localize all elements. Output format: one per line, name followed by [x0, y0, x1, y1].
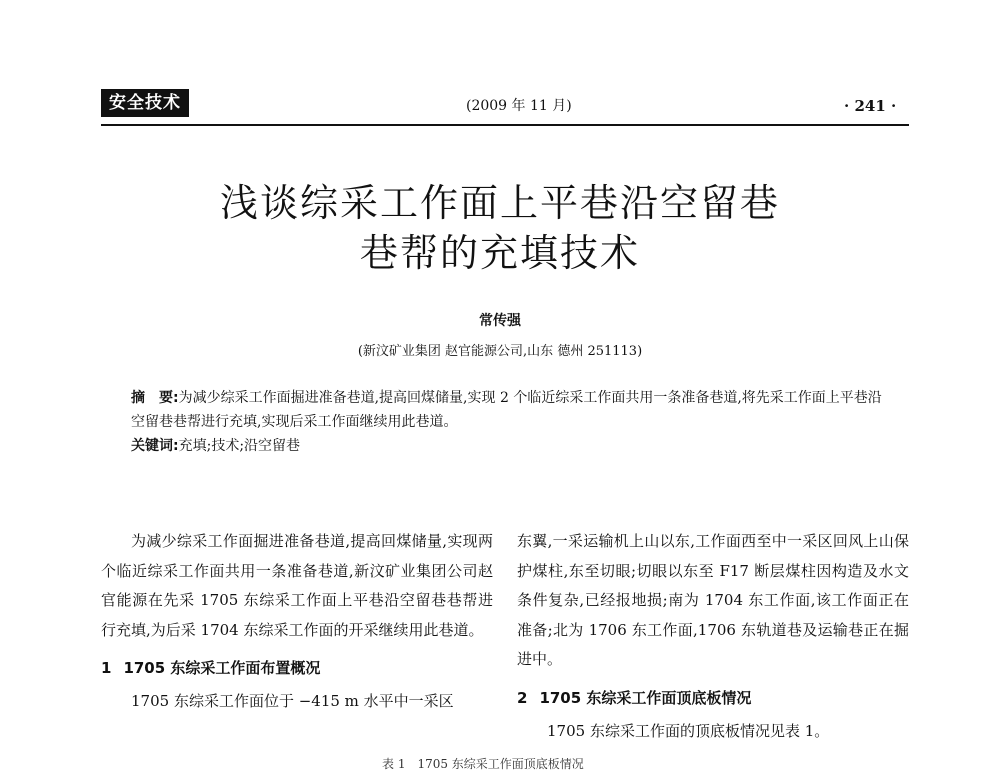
section-tag: 安全技术 [101, 89, 189, 117]
issue-date: (2009 年 11 月) [466, 98, 572, 114]
author: 常传强 [479, 313, 521, 329]
article-title [0, 178, 1000, 278]
abstract-text: 为减少综采工作面掘进准备巷道,提高回煤储量,实现 2 个临近综采工作面共用一条准备巷道,将先采工作面上平巷沿空留巷巷帮进行充填,实现后采工作面继续用此巷道。 [131, 390, 882, 430]
section-2-heading [517, 683, 909, 713]
table-caption: 表 1 1705 东综采工作面顶底板情况 [382, 757, 584, 771]
title-line-1: 浅谈综采工作面上平巷沿空留巷 [219, 181, 780, 225]
keywords [131, 434, 891, 458]
section-1-number: 1 [101, 659, 112, 677]
section-1-heading [101, 653, 493, 683]
abstract-paragraph [131, 386, 891, 434]
keywords-text: 充填;技术;沿空留巷 [178, 438, 301, 454]
keywords-label: 关键词: [131, 438, 179, 454]
continuation-paragraph: 东翼,一采运输机上山以东,工作面西至中一采区回风上山保护煤柱,东至切眼;切眼以东至 F17 断层煤柱因构造及水文条件复杂,已经报地损;南为 1704 东工作面,该工作面正在准备;北为 1706 东工作面,1706 东轨道巷及运输巷正在掘进中。 [517, 532, 909, 668]
page-header [0, 0, 1000, 130]
affiliation: (新汶矿业集团 赵官能源公司,山东 德州 251113) [357, 344, 643, 359]
section-2-title: 1705 东综采工作面顶底板情况 [539, 688, 752, 707]
section-1-paragraph: 1705 东综采工作面位于 −415 m 水平中一采区 [131, 692, 454, 710]
intro-paragraph: 为减少综采工作面掘进准备巷道,提高回煤储量,实现两个临近综采工作面共用一条准备巷道,新汶矿业集团公司赵官能源在先采 1705 东综采工作面上平巷沿空留巷巷帮进行充填,为后采 1704 东综采工作面的开采继续用此巷道。 [101, 532, 493, 639]
body-column-left [101, 527, 493, 717]
section-1-title: 1705 东综采工作面布置概况 [123, 659, 321, 677]
body-column-right [517, 527, 909, 746]
header-rule [101, 124, 909, 126]
abstract [131, 386, 891, 458]
title-line-2: 巷帮的充填技术 [359, 231, 640, 275]
section-2-paragraph: 1705 东综采工作面的顶底板情况见表 1。 [547, 721, 830, 740]
abstract-label: 摘 要: [131, 390, 179, 406]
page-number: · 241 · [844, 97, 897, 115]
section-2-number: 2 [517, 688, 528, 707]
